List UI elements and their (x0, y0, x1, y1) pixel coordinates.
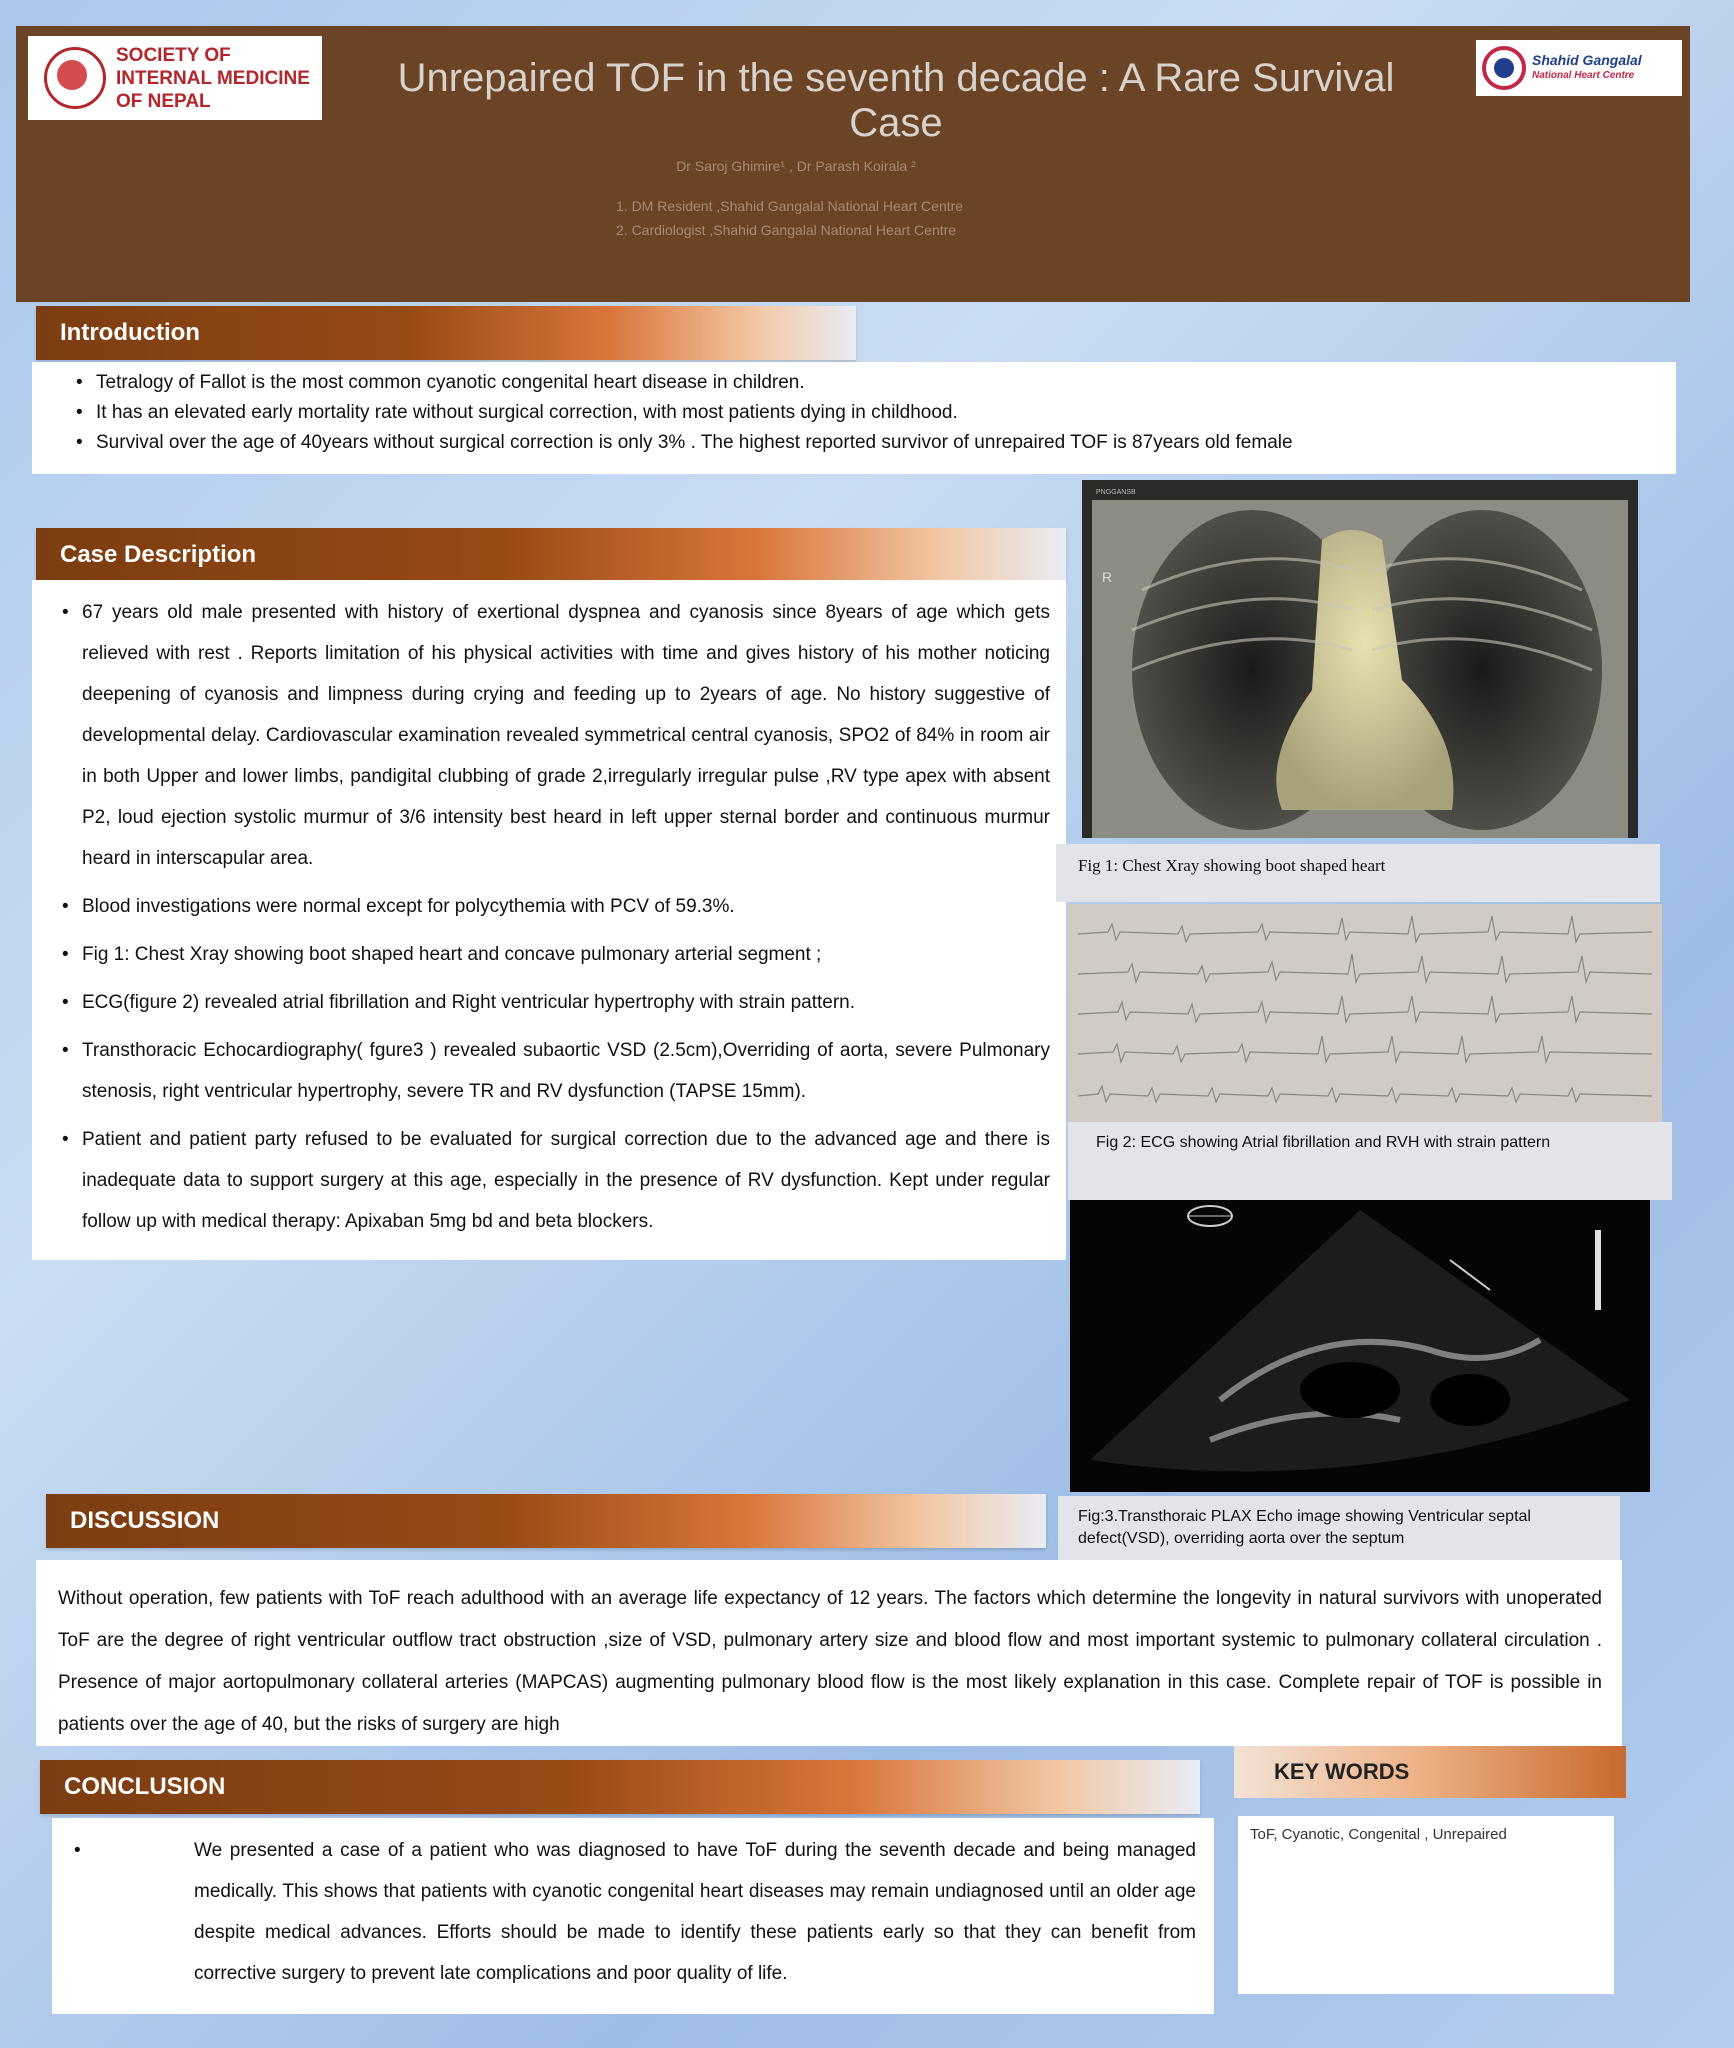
svg-text:R: R (1102, 569, 1113, 585)
conclusion-heading: CONCLUSION (40, 1760, 1200, 1814)
ecg-image (1068, 904, 1662, 1122)
discussion-heading: DISCUSSION (46, 1494, 1046, 1548)
introduction-box (32, 362, 1676, 474)
keywords-text: ToF, Cyanotic, Congenital , Unrepaired (1238, 1816, 1614, 1994)
discussion-text: Without operation, few patients with ToF reach adulthood with an average life expectancy of 12 years. The factors which determine the longevity in natural survivors with unoperated ToF are the degree of right ventricular outflow tract obstruction ,size of VSD, pulmonary artery size and blood flow and most important systemic to pulmonary collateral circulation . Presence of major aortopulmonary collateral arteries (MAPCAS) augmenting pulmonary blood flow is the most likely explanation in this case. Complete repair of TOF is possible in patients over the age of 40, but the risks of surgery are high (36, 1560, 1622, 1746)
hospital-logo (1476, 40, 1682, 96)
case-bullet: • Fig 1: Chest Xray showing boot shaped heart and concave pulmonary arterial segment ; (54, 934, 1050, 975)
affiliation-1: 1. DM Resident ,Shahid Gangalal National Heart Centre (616, 198, 964, 214)
figure-2-caption: Fig 2: ECG showing Atrial fibrillation and RVH with strain pattern (1068, 1122, 1672, 1200)
chest-xray-graphic (1082, 480, 1638, 838)
case-bullet: • 67 years old male presented with history of exertional dyspnea and cyanosis since 8years of age which gets relieved with rest . Reports limitation of his physical activities with time and gives history of his mother noticing deepening of cyanosis and limpness during crying and feeding up to 2years of age. No history suggestive of developmental delay. Cardiovascular examination revealed symmetrical central cyanosis, SPO2 of 84% in room air in both Upper and lower limbs, pandigital clubbing of grade 2,irregularly irregular pulse ,RV type apex with absent P2, loud ejection systolic murmur of 3/6 intensity best heard in left upper sternal border and continuous murmur heard in interscapular area. (54, 592, 1050, 879)
case-bullet: • Patient and patient party refused to be evaluated for surgical correction due to the advanced age and there is inadequate data to support surgery at this age, especially in the presence of RV dysfunction. Kept under regular follow up with medical therapy: Apixaban 5mg bd and beta blockers. (54, 1119, 1050, 1242)
hospital-emblem-icon (1482, 46, 1526, 90)
case-bullet: • Blood investigations were normal except for polycythemia with PCV of 59.3%. (54, 886, 1050, 927)
poster-title: Unrepaired TOF in the seventh decade : A Rare Survival Case (397, 56, 1395, 145)
figure-1-caption: Fig 1: Chest Xray showing boot shaped heart (1056, 844, 1660, 902)
conclusion-box (52, 1818, 1214, 2014)
conclusion-bullet: • (74, 1840, 81, 1861)
intro-bullet: • Tetralogy of Fallot is the most common cyanotic congenital heart disease in children. (68, 368, 1676, 398)
hospital-logo-subtitle: National Heart Centre (1532, 70, 1635, 81)
case-bullet: • Transthoracic Echocardiography( fgure3 ) revealed subaortic VSD (2.5cm),Overriding of aorta, severe Pulmonary stenosis, right ventricular hypertrophy, severe TR and RV dysfunction (TAPSE 15mm). (54, 1030, 1050, 1112)
case-description-box (32, 580, 1066, 1260)
intro-bullet: • Survival over the age of 40years without surgical correction is only 3% . The highest reported survivor of unrepaired TOF is 87years old female (68, 428, 1676, 458)
intro-bullet: • It has an elevated early mortality rate without surgical correction, with most patients dying in childhood. (68, 398, 1676, 428)
echo-graphic (1070, 1200, 1650, 1492)
case-bullet: • ECG(figure 2) revealed atrial fibrillation and Right ventricular hypertrophy with strain pattern. (54, 982, 1050, 1023)
authors: Dr Saroj Ghimire¹ , Dr Parash Koirala ² (676, 158, 916, 174)
society-logo (28, 36, 322, 120)
affiliation-2: 2. Cardiologist ,Shahid Gangalal National Heart Centre (616, 222, 957, 238)
conclusion-text: We presented a case of a patient who was diagnosed to have ToF during the seventh decade and being managed medically. This shows that patients with cyanotic congenital heart diseases may remain undiagnosed until an older age despite medical advances. Efforts should be made to identify these patients early so that they can benefit from corrective surgery to prevent late complications and poor quality of life. (194, 1840, 1196, 1984)
keywords-heading: KEY WORDS (1234, 1746, 1626, 1798)
introduction-heading: Introduction (36, 306, 856, 360)
echo-image (1070, 1200, 1650, 1492)
society-emblem-icon (44, 47, 106, 109)
ecg-graphic (1068, 904, 1662, 1122)
society-logo-text: SOCIETY OF INTERNAL MEDICINE OF NEPAL (116, 44, 310, 112)
svg-text:PNGGANSB: PNGGANSB (1096, 489, 1136, 496)
chest-xray-image (1082, 480, 1638, 838)
figure-3-caption: Fig:3.Transthoraic PLAX Echo image showing Ventricular septal defect(VSD), overriding aorta over the septum (1058, 1496, 1620, 1566)
case-description-heading: Case Description (36, 528, 1066, 582)
poster-header (16, 26, 1690, 302)
hospital-logo-name: Shahid Gangalal (1532, 52, 1642, 68)
